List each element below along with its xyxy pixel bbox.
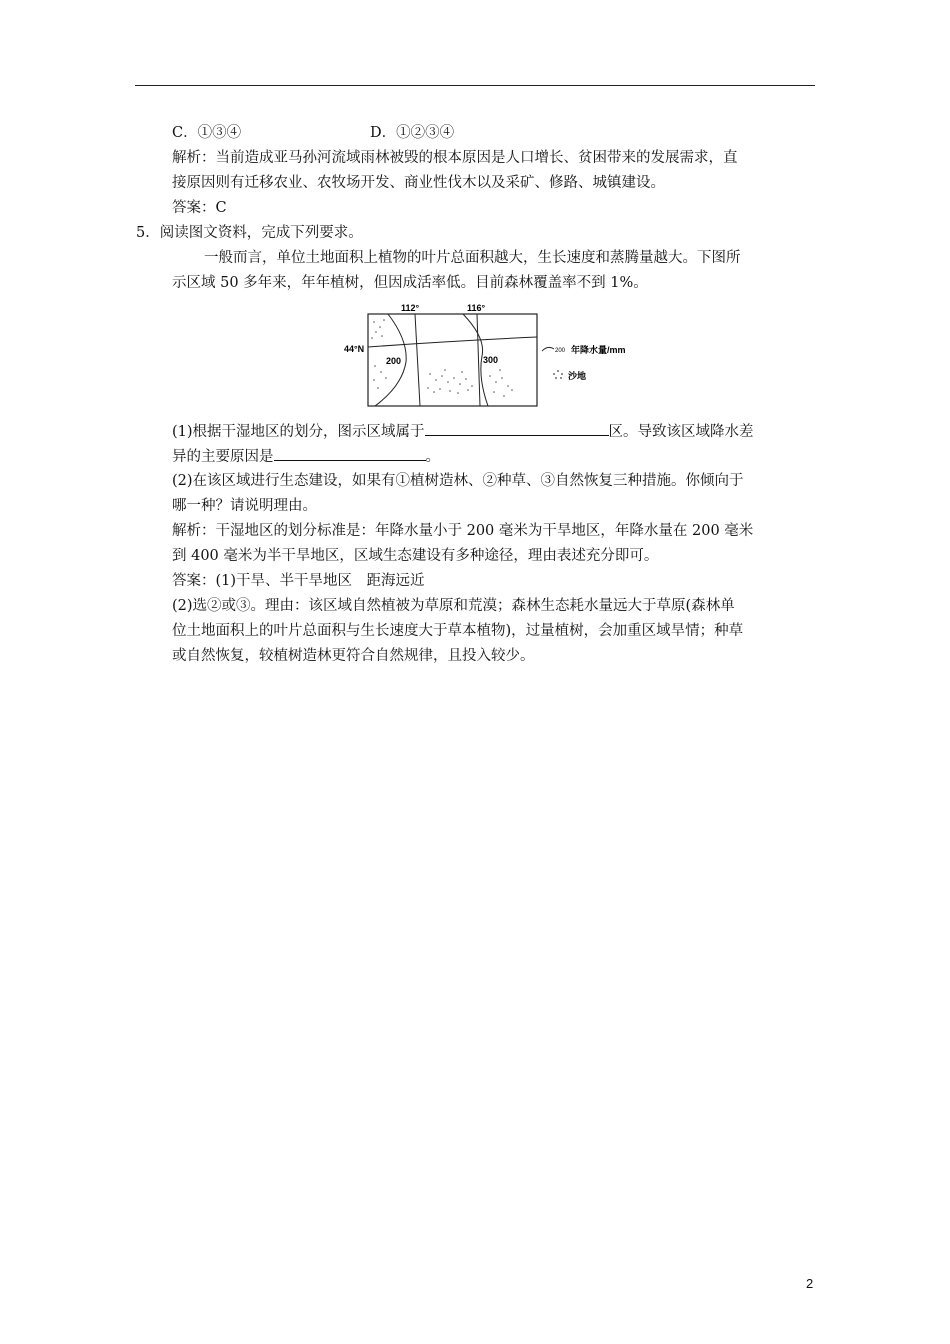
- prev-analysis-line2: 接原因则有迁移农业、农牧场开发、商业性伐木以及采矿、修路、城镇建设。: [172, 175, 665, 191]
- q1-line2: 异的主要原因是 。: [172, 446, 440, 467]
- latitude-44-line: [368, 337, 537, 347]
- page-number: 2: [806, 1276, 814, 1291]
- legend-isohyet-label: 年降水量/mm: [571, 345, 626, 355]
- precipitation-map: [330, 300, 660, 415]
- q2-line2: 哪一种？请说明理由。: [172, 498, 317, 514]
- iso-300-label: 300: [483, 355, 499, 365]
- header-rule: [135, 85, 815, 86]
- q5-material-line1: 一般而言，单位土地面积上植物的叶片总面积越大，生长速度和蒸腾量越大。下图所: [204, 250, 741, 266]
- q5-analysis-line2: 到 400 毫米为半干旱地区，区域生态建设有多种途径，理由表述充分即可。: [172, 548, 659, 564]
- meridian-112: [415, 314, 420, 406]
- option-d: D．①②③④: [370, 125, 455, 141]
- lat-44-label: 44°N: [344, 344, 365, 354]
- q5-answer-line3: 位土地面积上的叶片总面积与生长速度大于草本植物)，过量植树，会加重区域旱情；种草: [172, 623, 744, 639]
- option-c: C．①③④: [172, 125, 242, 141]
- q2-line1: (2)在该区域进行生态建设，如果有①植树造林、②种草、③自然恢复三种措施。你倾向于: [172, 473, 744, 489]
- q1-blank-region[interactable]: [425, 421, 609, 436]
- legend-sand-label: 沙地: [568, 371, 587, 381]
- q5-analysis-line1: 解析：干湿地区的划分标准是：年降水量小于 200 毫米为干旱地区，年降水量在 200 毫米: [172, 523, 754, 539]
- meridian-116: [477, 314, 480, 406]
- legend-isohyet-symbol: [542, 347, 554, 351]
- q1-line1: (1)根据干湿地区的划分，图示区域属于 区。导致该区域降水差: [172, 421, 754, 442]
- iso-200-label: 200: [386, 356, 402, 366]
- lon-112-label: 112°: [401, 303, 420, 313]
- prev-answer: 答案：C: [172, 200, 227, 216]
- q5-answer-line2: (2)选②或③。理由：该区域自然植被为草原和荒漠；森林生态耗水量远大于草原(森林单: [172, 598, 735, 614]
- q5-answer-line4: 或自然恢复，较植树造林更符合自然规律，且投入较少。: [172, 648, 535, 664]
- legend-sand-symbol: [553, 370, 563, 379]
- q5-answer-line1: 答案：(1)干旱、半干旱地区 距海远近: [172, 573, 425, 589]
- legend-iso-value: 200: [555, 348, 566, 354]
- lon-116-label: 116°: [467, 303, 486, 313]
- q5-material-line2: 示区域 50 多年来，年年植树，但因成活率低。目前森林覆盖率不到 1%。: [172, 275, 648, 291]
- prev-analysis-line1: 解析：当前造成亚马孙河流域雨林被毁的根本原因是人口增长、贫困带来的发展需求，直: [172, 150, 738, 166]
- q1-blank-reason[interactable]: [274, 446, 426, 461]
- q5-title: 5．阅读图文资料，完成下列要求。: [136, 225, 363, 241]
